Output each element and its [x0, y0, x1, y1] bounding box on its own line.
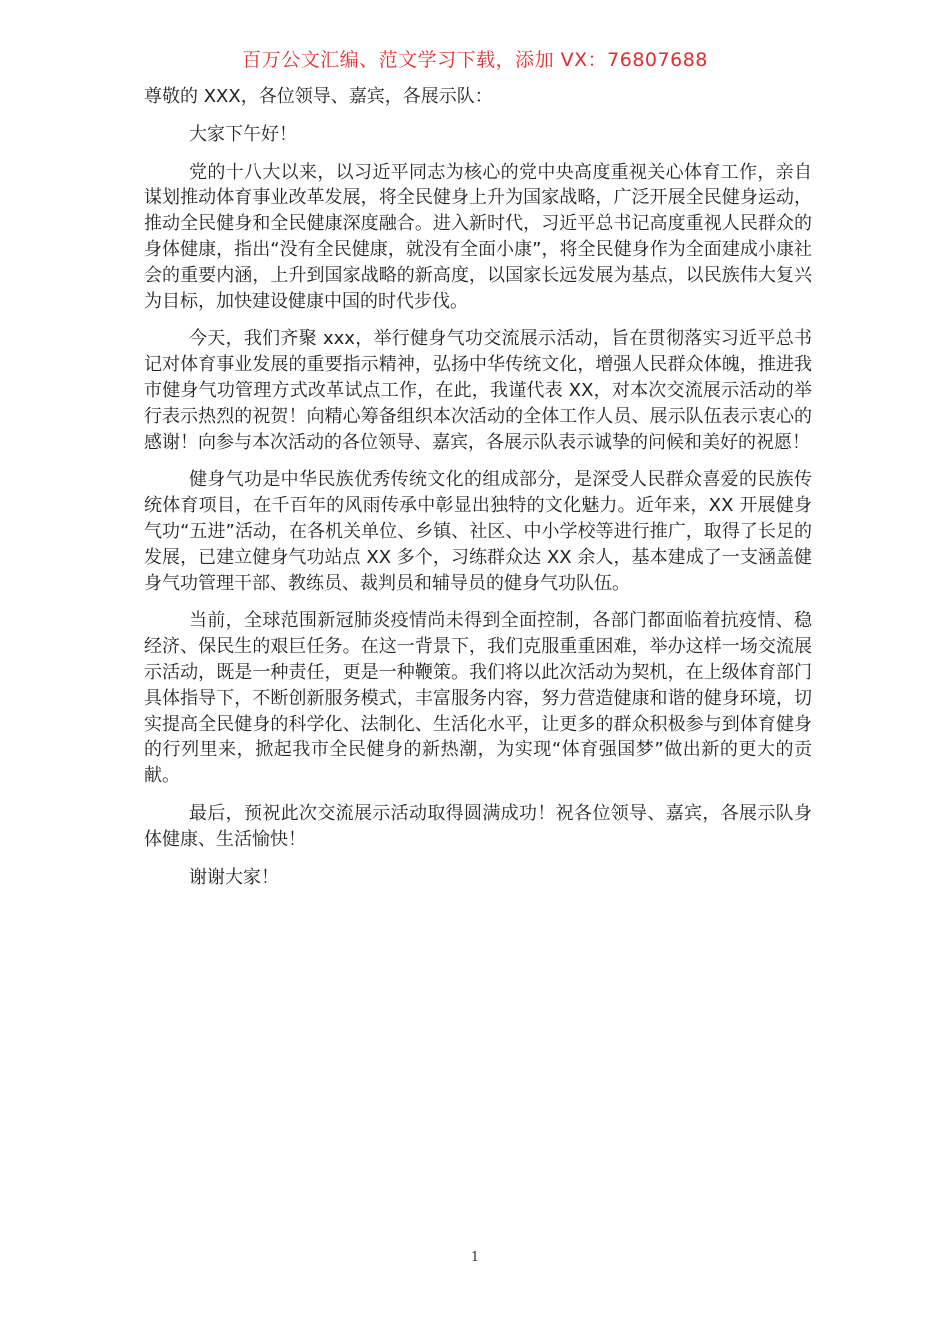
paragraph-event-purpose: 今天，我们齐聚 xxx，举行健身气功交流展示活动，旨在贯彻落实习近平总书记对体育事业发展的重要指示精神，弘扬中华传统文化，增强人民群众体魄，推进我市健身气功管理方式改革试点工作，在此，我谨代表 XX，对本次交流展示活动的举行表示热烈的祝贺！向精心筹备组织本次活动的全体工作人员、展示队伍表示衷心的感谢！向参与本次活动的各位领导、嘉宾，各展示队表示诚挚的问候和美好的祝愿！	[144, 328, 812, 453]
document-body	[144, 84, 812, 902]
salutation: 尊敬的 XXX，各位领导、嘉宾，各展示队：	[144, 86, 493, 107]
page-number: 1	[470, 1250, 480, 1265]
paragraph-current-situation: 当前，全球范围新冠肺炎疫情尚未得到全面控制，各部门都面临着抗疫情、稳经济、保民生的艰巨任务。在这一背景下，我们克服重重困难，举办这样一场交流展示活动，既是一种责任，更是一种鞭策。我们将以此次活动为契机，在上级体育部门具体指导下，不断创新服务模式，丰富服务内容，努力营造健康和谐的健身环境，切实提高全民健身的科学化、法制化、生活化水平，让更多的群众积极参与到体育健身的行列里来，掀起我市全民健身的新热潮，为实现“体育强国梦”做出新的更大的贡献。	[144, 610, 812, 787]
paragraph-greeting: 大家下午好！	[189, 123, 297, 145]
paragraph-closing-wishes: 最后，预祝此次交流展示活动取得圆满成功！祝各位领导、嘉宾，各展示队身体健康、生活愉快！	[144, 802, 812, 850]
paragraph-qigong-intro: 健身气功是中华民族优秀传统文化的组成部分，是深受人民群众喜爱的民族传统体育项目，在千百年的风雨传承中彰显出独特的文化魅力。近年来，XX 开展健身气功“五进”活动，在各机关单位、乡镇、社区、中小学校等进行推广，取得了长足的发展，已建立健身气功站点 XX 多个，习练群众达 XX 余人，基本建成了一支涵盖健身气功管理干部、教练员、裁判员和辅导员的健身气功队伍。	[144, 469, 812, 594]
paragraph-background: 党的十八大以来，以习近平同志为核心的党中央高度重视关心体育工作，亲自谋划推动体育事业改革发展，将全民健身上升为国家战略，广泛开展全民健身运动，推动全民健身和全民健康深度融合。进入新时代，习近平总书记高度重视人民群众的身体健康，指出“没有全民健康，就没有全面小康”，将全民健身作为全面建成小康社会的重要内涵，上升到国家战略的新高度，以国家长远发展为基点，以民族伟大复兴为目标，加快建设健康中国的时代步伐。	[144, 161, 812, 312]
watermark-header: 百万公文汇编、范文学习下载，添加 VX：76807688	[242, 49, 708, 71]
paragraph-thanks: 谢谢大家！	[189, 866, 279, 888]
